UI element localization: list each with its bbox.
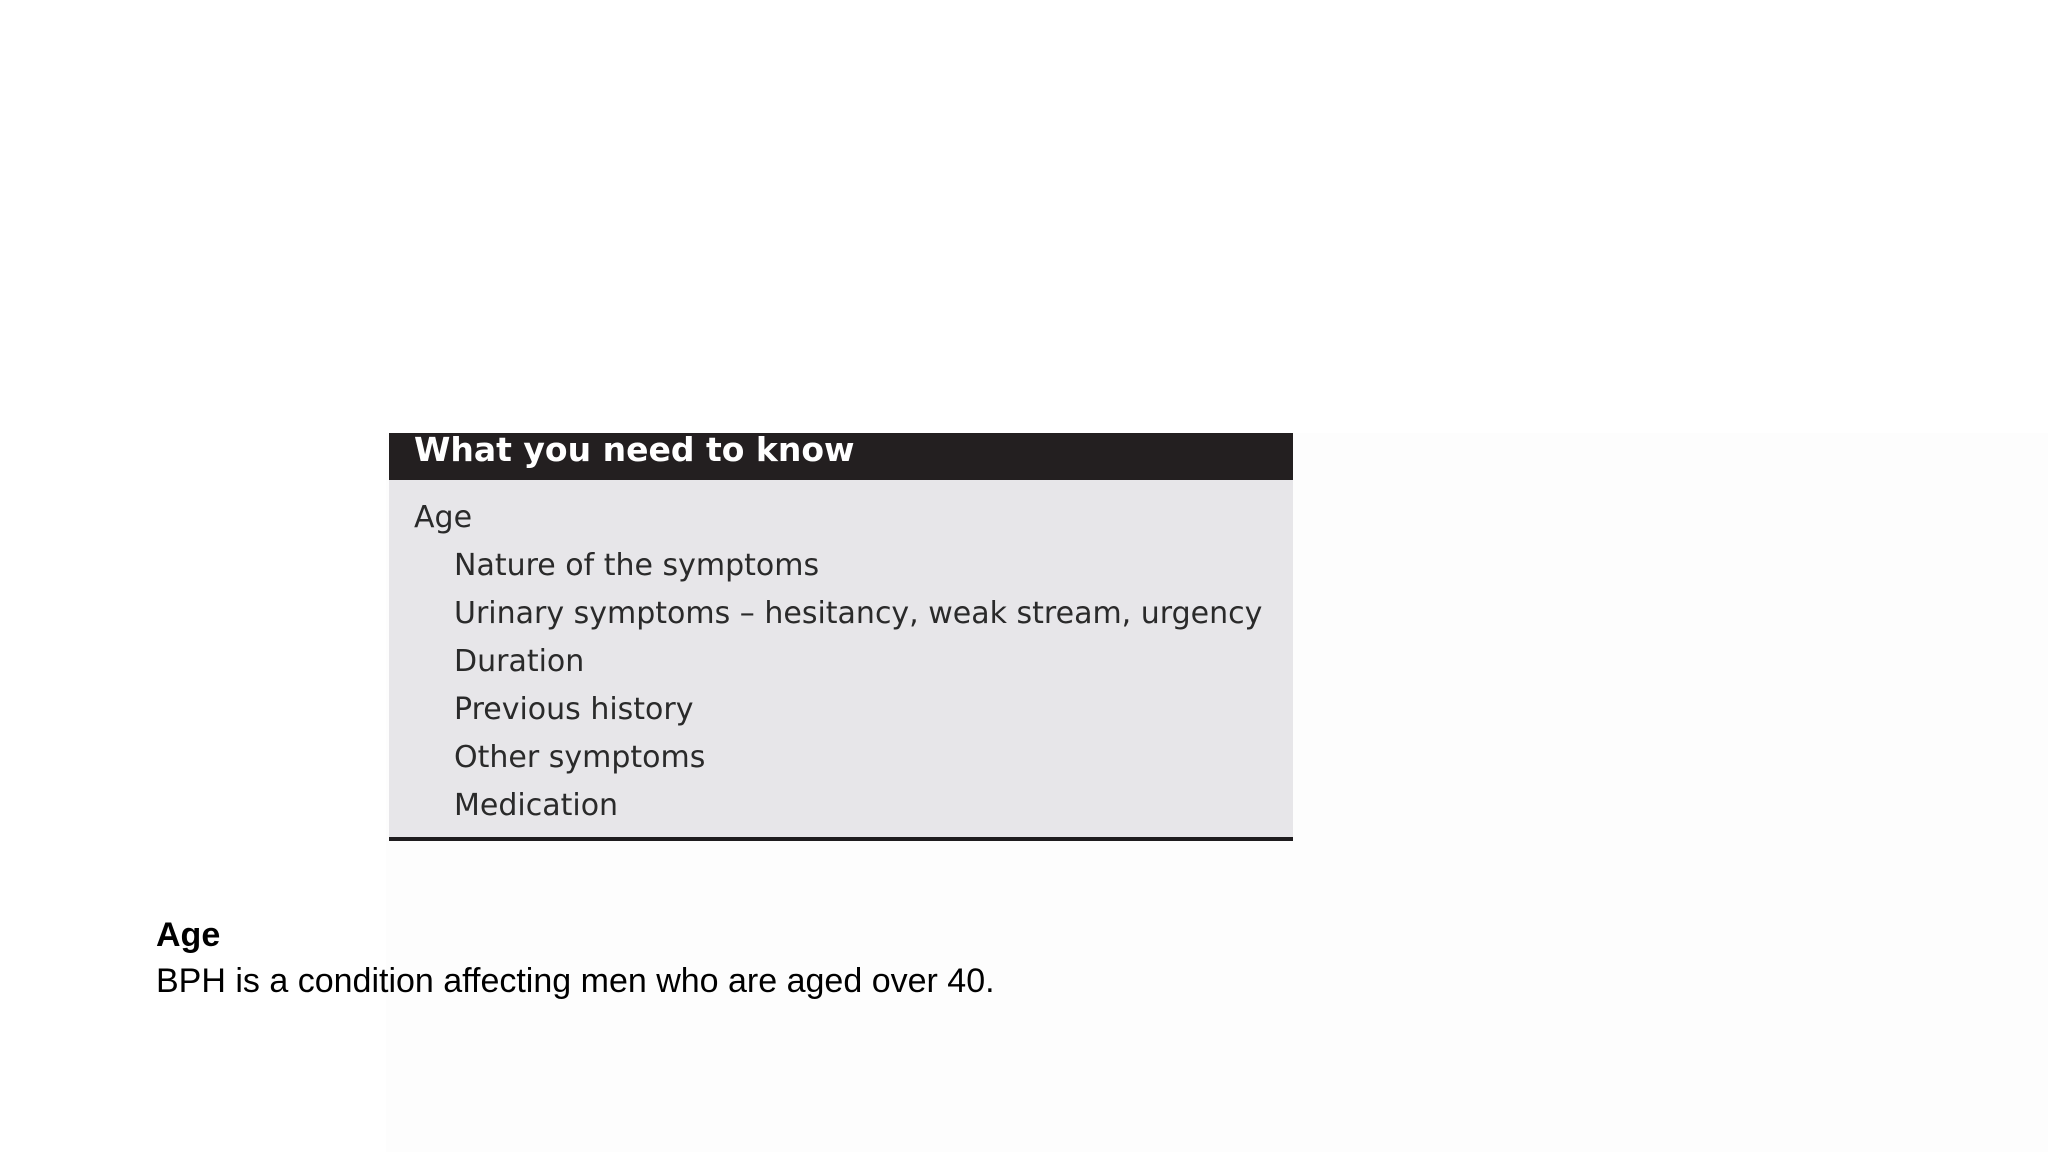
info-box-list: [389, 480, 1293, 832]
body-paragraph: BPH is a condition affecting men who are aged over 40.: [156, 962, 995, 1000]
list-item: Age: [414, 500, 473, 535]
body-text: [156, 912, 1756, 1004]
info-box: [389, 433, 1293, 841]
list-item: Nature of the symptoms: [454, 548, 820, 583]
list-item: Medication: [454, 788, 619, 823]
body-heading: Age: [156, 916, 221, 954]
list-item: Previous history: [454, 692, 694, 727]
info-box-header: What you need to know: [389, 433, 1293, 480]
list-item: Duration: [454, 644, 585, 679]
list-item: Urinary symptoms – hesitancy, weak stream, urgency: [454, 596, 1263, 631]
list-item: Other symptoms: [454, 740, 706, 775]
